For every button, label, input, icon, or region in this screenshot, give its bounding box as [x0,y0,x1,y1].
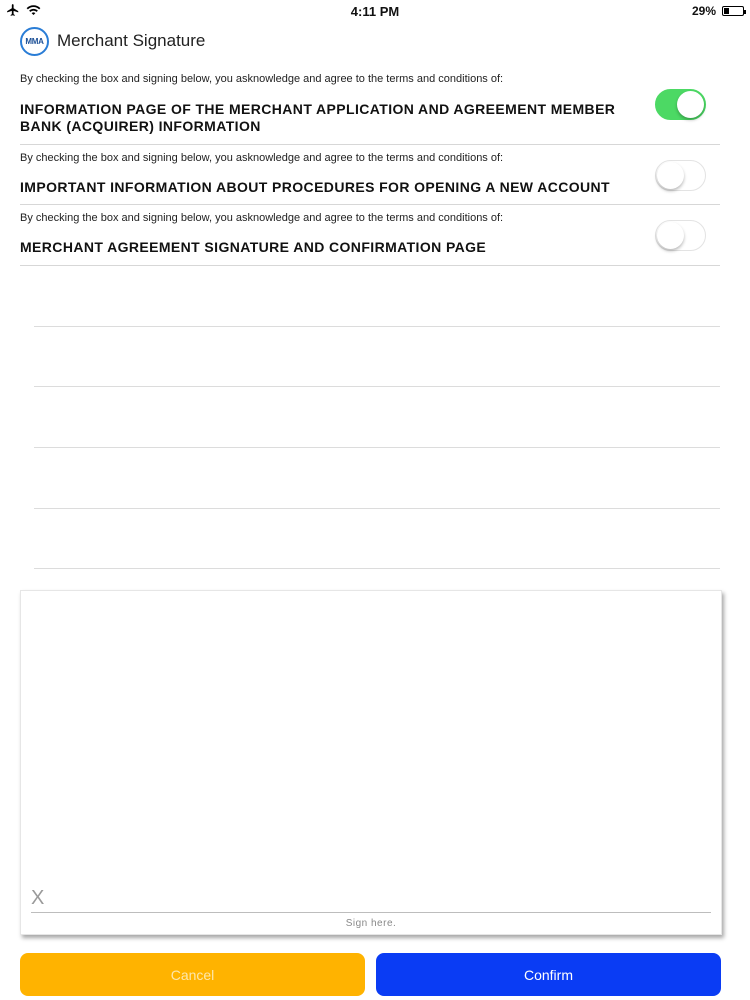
app-logo: MMA [20,27,49,56]
signature-hint: Sign here. [345,918,397,929]
terms-intro-text: By checking the box and signing below, you asknowledge and agree to the terms and conditions of: [20,152,504,164]
terms-toggle-2[interactable] [655,160,706,191]
toggle-knob [657,222,684,249]
status-bar [0,0,750,22]
battery-icon [722,6,744,16]
terms-row-1 [20,73,720,146]
empty-row-divider [34,326,720,327]
terms-toggle-1[interactable] [655,89,706,120]
status-right [692,4,744,18]
header [20,26,205,56]
page-title: Merchant Signature [57,31,206,50]
terms-row-2 [20,152,720,207]
empty-row-divider [34,568,720,569]
terms-toggle-3[interactable] [655,220,706,251]
confirm-button[interactable]: Confirm [376,953,721,996]
battery-percent: 29% [691,4,716,18]
toggle-knob [677,91,704,118]
divider [20,144,720,145]
terms-intro-text: By checking the box and signing below, you asknowledge and agree to the terms and conditions of: [20,73,504,85]
empty-row-divider [34,386,720,387]
battery-fill [724,8,729,14]
status-time: 4:11 PM [350,4,400,19]
terms-title: INFORMATION PAGE OF THE MERCHANT APPLICATION AND AGREEMENT MEMBER BANK (ACQUIRER) INFORMATION [20,101,616,134]
terms-row-3 [20,212,720,267]
terms-intro-text: By checking the box and signing below, you asknowledge and agree to the terms and conditions of: [20,212,504,224]
terms-title: IMPORTANT INFORMATION ABOUT PROCEDURES FOR OPENING A NEW ACCOUNT [20,179,610,195]
signature-line [31,912,711,913]
toggle-knob [657,162,684,189]
terms-title: MERCHANT AGREEMENT SIGNATURE AND CONFIRMATION PAGE [20,239,487,255]
signature-pad[interactable] [20,590,722,935]
divider [20,204,720,205]
empty-row-divider [34,508,720,509]
divider [20,265,720,266]
empty-row-divider [34,447,720,448]
signature-x-mark: X [31,887,45,909]
cancel-button[interactable]: Cancel [20,953,365,996]
